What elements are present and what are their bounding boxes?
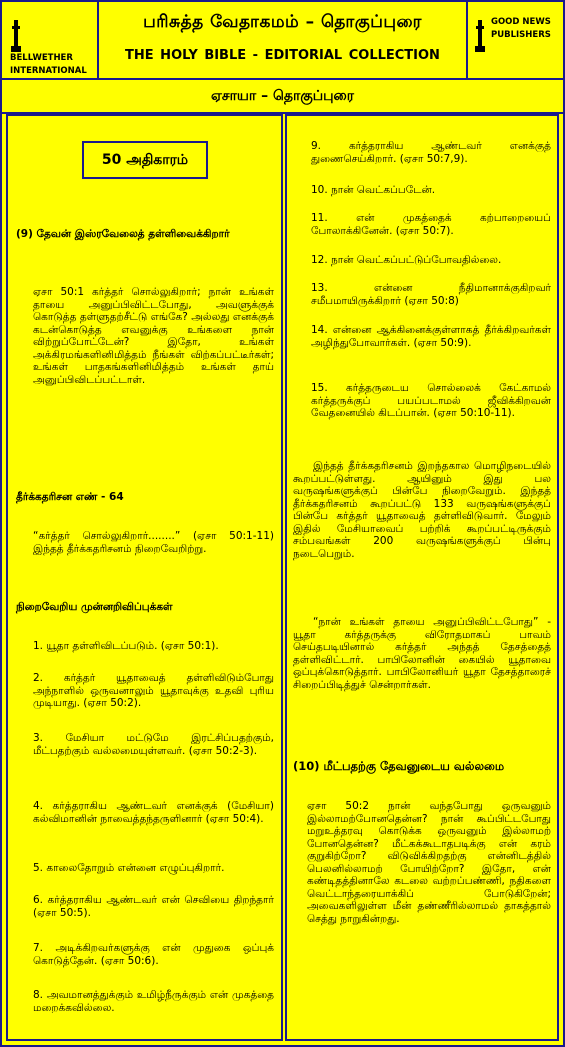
english-title: THE HOLY BIBLE - EDITORIAL COLLECTION: [125, 48, 440, 63]
list-item: 4. கர்த்தராகிய ஆண்டவர் எனக்குக் (மேசியா) கல்விமானின் நாவைத்தந்தருளினார் (ஏசா 50:4).: [33, 800, 274, 825]
publisher-logo-right: [466, 2, 563, 78]
list-item: 14. என்னை ஆக்கினைக்குள்ளாகத் தீர்க்கிறவர்கள் அழிந்துபோவார்கள். (ஏசா 50:9).: [311, 324, 551, 349]
list-item: 15. கர்த்தருடைய சொல்லைக் கேட்காமல் கர்த்தருக்குப் பயப்படாமல் ஜீவிக்கிறவன் வேதனையில் கிடப்பான். (ஏசா 50:10-11).: [311, 382, 551, 419]
bell-tower-icon: [474, 16, 486, 52]
list-item: 10. நான் வெட்கப்படேன்.: [311, 184, 436, 196]
list-item: 12. நான் வெட்கப்பட்டுப்போவதில்லை.: [311, 254, 502, 266]
bell-tower-icon: [10, 16, 22, 52]
section-9-heading: (9) தேவன் இஸ்ரவேலைத் தள்ளிவைக்கிறார்: [16, 228, 230, 240]
header-title-block: [99, 2, 466, 78]
list-item: 9. கர்த்தராகிய ஆண்டவர் எனக்குத் துணைசெய்கிறார். (ஏசா 50:7,9).: [311, 140, 551, 165]
isaiah-50-2-paragraph: ஏசா 50:2 நான் வந்தபோது ஒருவனும் இல்லாமற்போனதென்ன? நான் கூப்பிட்டபோது மறுஉத்தரவு கொடுக்க ஒருவனும் இல்லாமற் போனதென்ன? மீட்கக்கூடாதபடிக்கு என் கரம் குறுகிற்றோ? விடுவிக்கிறதற்கு என்னிடத்தில் பெலனில்லாமற் போயிற்றோ? இதோ, என் கண்டிதத்தினாலே கடலை வற்றப்பண்ணி, நதிகளை வெட்டாந்தரையாக்கிப் போடுகிறேன்; அவைகளிலுள்ள மீன் தண்ணீரில்லாமல் தாகத்தால் செத்து நாறுகின்றது.: [307, 800, 551, 925]
list-item: 13. என்னை நீதிமானாக்குகிறவர் சமீபமாயிருக்கிறார் (ஏசா 50:8): [311, 282, 551, 307]
good-news-logo: [474, 16, 551, 52]
page-header: [2, 2, 563, 80]
logo-left-line2: INTERNATIONAL: [10, 66, 87, 76]
right-column: [285, 114, 559, 1041]
prophecy-paragraph: “கர்த்தர் சொல்லுகிறார்........” (ஏசா 50:1-11) இந்தத் தீர்க்கதரிசனம் நிறைவேறிற்று.: [33, 530, 274, 555]
list-item: 2. கர்த்தர் யூதாவைத் தள்ளிவிடும்போது அந்நாளில் ஒருவனாலும் யூதாவுக்கு உதவி புரிய முடியாது. (ஏசா 50:2).: [33, 672, 274, 709]
bellwether-logo: [10, 16, 97, 78]
logo-left-line1: BELLWETHER: [10, 53, 73, 63]
section-10-heading: (10) மீட்பதற்கு தேவனுடைய வல்லமை: [293, 759, 505, 773]
isaiah-50-1-paragraph: ஏசா 50:1 கர்த்தர் சொல்லுகிறார்; நான் உங்கள் தாயை அனுப்பிவிட்டபோது, அவளுக்குக் கொடுத்த தள்ளுதற்சீட்டு எங்கே? அல்லது எனக்குக் கடன்கொடுத்த எவனுக்கு உங்களை நான் விற்றுப்போட்டேன்? இதோ, உங்கள் அக்கிரமங்களினிமித்தம் நீங்கள் விற்கப்பட்டீர்கள்; உங்கள் பாதகங்களினிமித்தம் உங்கள் தாய் அனுப்பிவிடப்பட்டாள்.: [33, 286, 274, 386]
tamil-title: பரிசுத்த வேதாகமம் – தொகுப்புரை: [143, 12, 422, 32]
list-item: 11. என் முகத்தைக் கற்பாறையைப் போலாக்கினேன். (ஏசா 50:7).: [311, 212, 551, 237]
list-item: 7. அடிக்கிறவர்களுக்கு என் முதுகை ஒப்புக் கொடுத்தேன். (ஏசா 50:6).: [33, 942, 274, 967]
chapter-box: 50 அதிகாரம்: [82, 141, 208, 179]
left-column: [6, 114, 283, 1041]
fulfilled-predictions-heading: நிறைவேறிய முன்னறிவிப்புக்கள்: [16, 601, 173, 613]
list-item: 5. காலைதோறும் என்னை எழுப்புகிறார்.: [33, 862, 225, 874]
explanation-paragraph-2: “நான் உங்கள் தாயை அனுப்பிவிட்டபோது” - யூதா கர்த்தருக்கு விரோதமாகப் பாவம் செய்தபடியினால் கர்த்தர் அந்தத் தேசத்தைத் தள்ளிவிட்டார். பாபிலோனின் கையில் யூதாவை ஒப்புக்கொடுத்தார். பாபிலோனியர் யூதா தேசத்தாரைச் சிறைப்பிடித்துச் சென்றார்கள்.: [293, 616, 551, 691]
list-item: 1. யூதா தள்ளிவிடப்படும். (ஏசா 50:1).: [33, 640, 219, 652]
logo-right-line2: PUBLISHERS: [490, 30, 551, 40]
prophecy-number: தீர்க்கதரிசன எண் - 64: [16, 491, 124, 503]
publisher-logo-left: [2, 2, 99, 78]
book-subheader: ஏசாயா – தொகுப்புரை: [2, 80, 563, 114]
explanation-paragraph-1: இந்தத் தீர்க்கதரிசனம் இறந்தகால மொழிநடையில் கூறப்பட்டுள்ளது. ஆயினும் இது பல வருஷங்களுக்குப் பின்பே நிறைவேறும். இந்தத் தீர்க்கதரிசனம் கூறப்பட்டு 133 வருஷங்களுக்குப் பின்பே கர்த்தர் யூதாவைத் தள்ளிவிடுவார். மேலும் இதில் மேசியாவைப் பற்றிக் கூறப்பட்டிருக்கும் சம்பவங்கள் 200 வருஷங்களுக்குப் பின்பு நடைபெறும்.: [293, 460, 551, 560]
list-item: 3. மேசியா மட்டுமே இரட்சிப்பதற்கும், மீட்பதற்கும் வல்லமையுள்ளவர். (ஏசா 50:2-3).: [33, 732, 274, 757]
list-item: 8. அவமானத்துக்கும் உமிழ்நீருக்கும் என் முகத்தை மறைக்கவில்லை.: [33, 989, 274, 1014]
list-item: 6. கர்த்தராகிய ஆண்டவர் என் செவியை திறந்தார் (ஏசா 50:5).: [33, 894, 274, 919]
logo-right-line1: GOOD NEWS: [490, 17, 551, 27]
